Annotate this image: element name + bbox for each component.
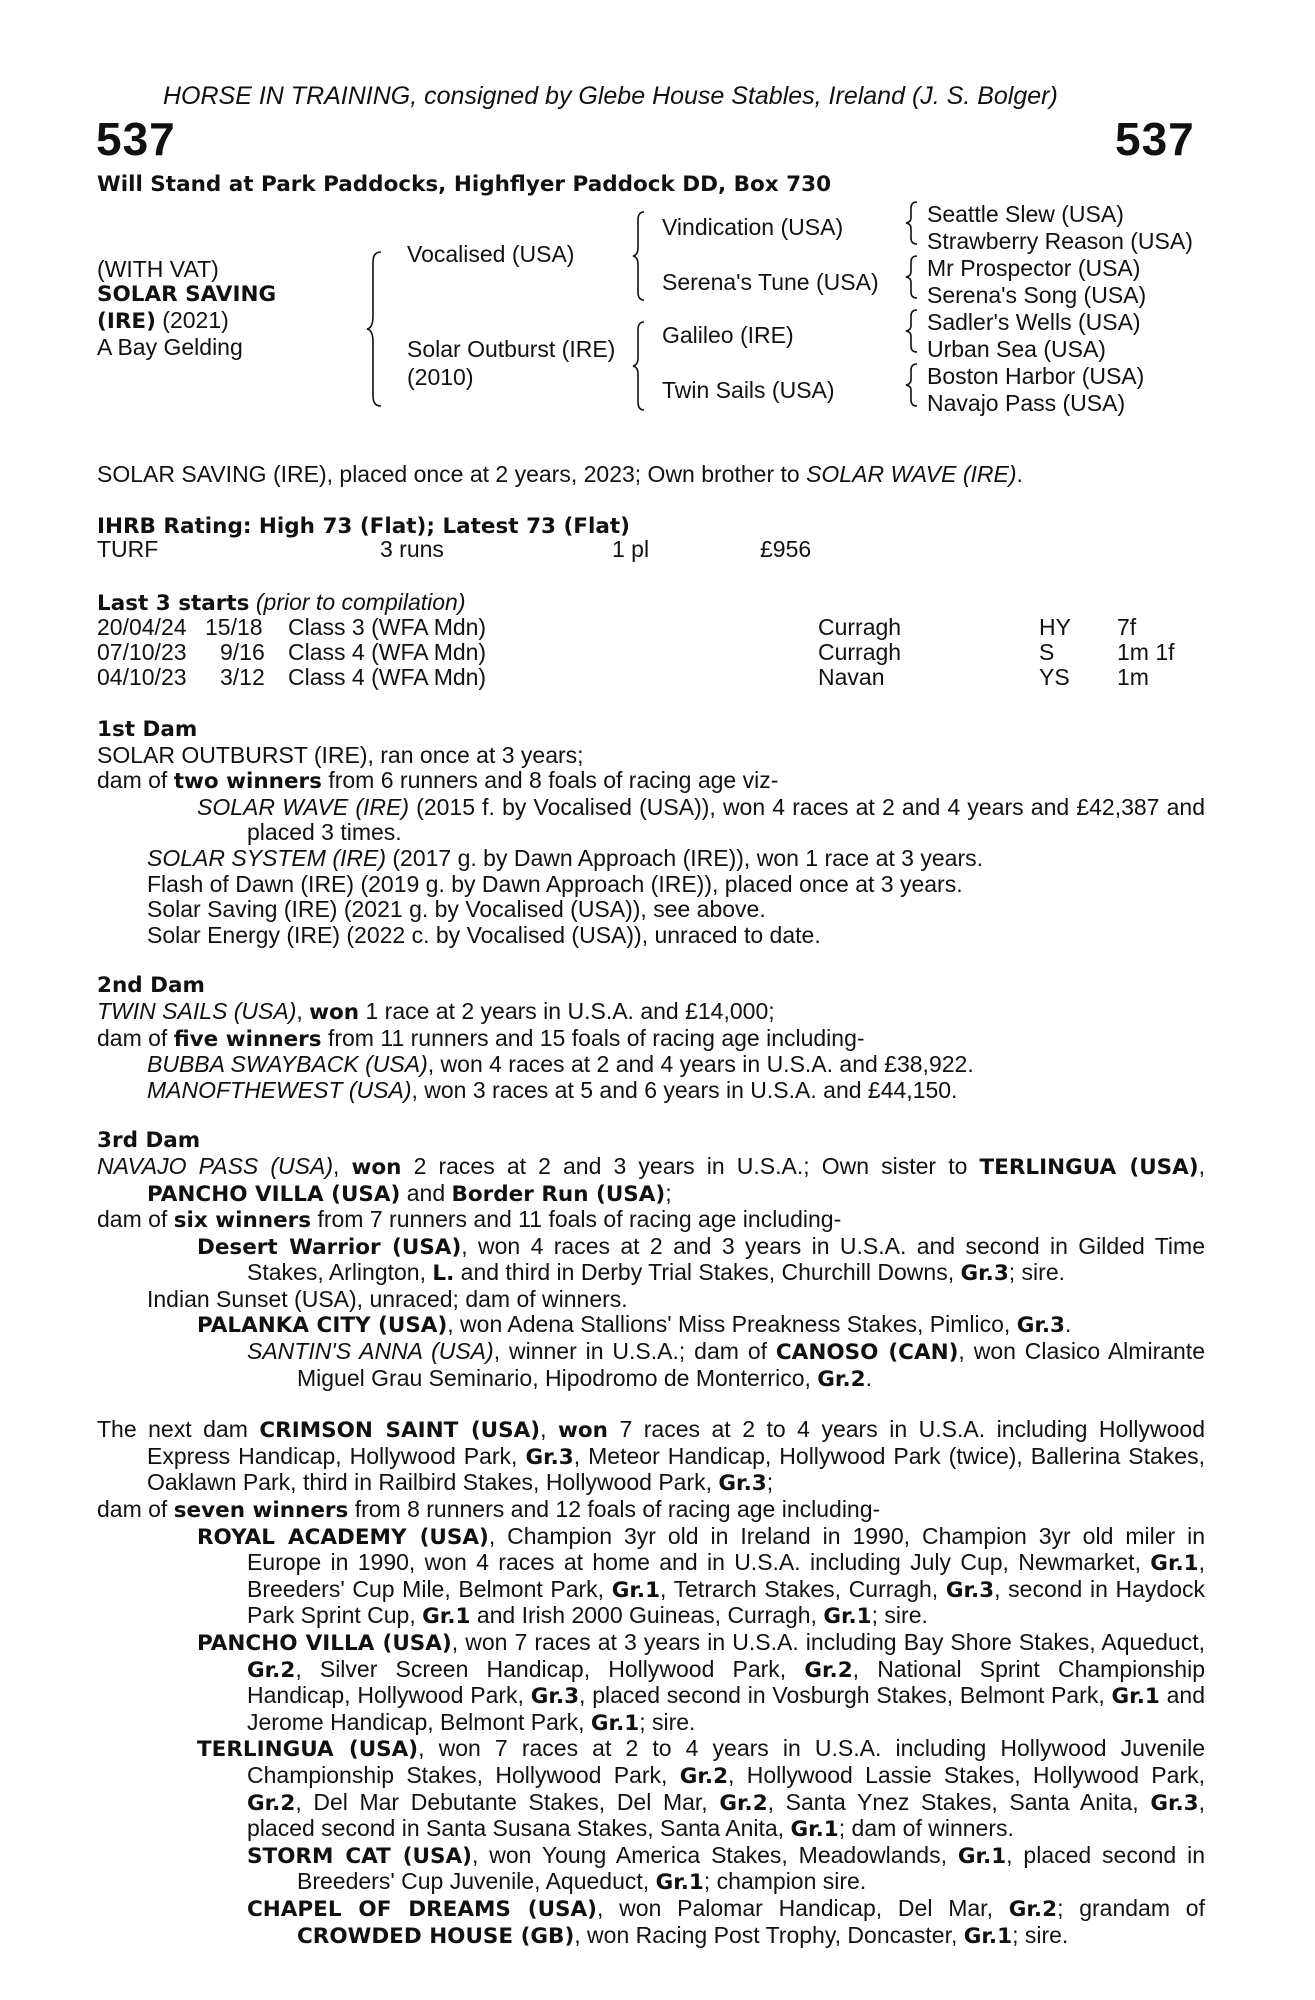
horse-origin [97,308,229,335]
dam-sections [97,717,1205,1949]
dam2-produce-2 [97,1078,1205,1104]
dam3-l1e: TERLINGUA (USA) [979,1154,1199,1180]
pedigree-dam-year: (2010) [407,364,474,390]
dam3-l2a: dam of [97,1206,174,1233]
terlingua-tl: ; dam of winners. [838,1815,1014,1842]
start-row-pos: 3/12 [220,664,265,690]
royal-academy-name: ROYAL ACADEMY (USA) [197,1524,489,1550]
start-row-course: Curragh [818,614,902,640]
dam2-l2c: from 11 runners and 15 foals of racing age including- [321,1024,865,1051]
dam3-produce-4 [97,1339,1205,1392]
next-dam-d: won [558,1418,608,1444]
dam2-p2a: MANOFTHEWEST (USA) [147,1076,412,1103]
pancho-villa-pb: , won 7 races at 3 years in U.S.A. including Bay Shore Stakes, Aqueduct, [451,1629,1205,1655]
dam3-l2b: six winners [173,1208,312,1234]
start-row-distance: 1m [1117,664,1149,690]
terlingua-tf: , Del Mar Debutante Stakes, Del Mar, [295,1788,720,1815]
chapel-of-dreams-name: CHAPEL OF DREAMS (USA) [247,1896,597,1922]
pedigree-dam: Solar Outburst (IRE) [407,336,616,362]
pedigree-dam-sire: Galileo (IRE) [662,322,794,348]
dam3-p3d: . [1065,1311,1072,1338]
dam3-l1a: NAVAJO PASS (USA) [97,1152,333,1179]
dam2-l2a: dam of [97,1024,174,1051]
pedigree-g-brace-2 [905,254,919,300]
start-row-course: Navan [818,664,885,690]
start-row-going: S [1039,639,1055,665]
horse-country: (IRE) [97,309,156,334]
chapel-of-dreams-cg: Gr.1 [963,1923,1013,1949]
chapel-of-dreams-cd: ; grandam of [1057,1894,1205,1921]
dam1-produce-4: Solar Saving (IRE) (2021 g. by Vocalised (USA)), see above. [147,896,766,923]
terlingua-th: , Santa Ynez Stakes, Santa Anita, [767,1788,1151,1815]
start-row-pos: 15/18 [205,614,263,640]
dam3-line2 [97,1207,1205,1234]
dam2-l1c: won [309,999,360,1025]
pedigree-gen3-2: Strawberry Reason (USA) [927,228,1193,254]
terlingua-tc: Gr.2 [679,1763,729,1789]
dam3-p4f: . [865,1364,872,1391]
dam1-produce-3: Flash of Dawn (IRE) (2019 g. by Dawn Approach (IRE)), placed once at 3 years. [147,870,963,897]
rating-earnings: £956 [760,536,812,562]
dam3-p1a: Desert Warrior (USA) [197,1234,462,1260]
dam1-l2b: two winners [173,769,322,795]
pedigree-g-brace-1 [905,200,919,246]
dam3-p4a: SANTIN'S ANNA (USA) [247,1338,494,1365]
dam3-produce-1 [97,1234,1205,1287]
chapel-of-dreams-cc: Gr.2 [1008,1896,1058,1922]
dam1-produce-5: Solar Energy (IRE) (2022 c. by Vocalised (USA)), unraced to date. [147,921,821,948]
dam3-l1j: ; [665,1179,672,1206]
royal-academy-rb: , Champion 3yr old in Ireland in 1990, Champion 3yr old miler in Europe in 1990, won 4 races at home and in U.S.A. including July Cup, Newmarket, [247,1522,1205,1576]
pedigree-main-brace [365,250,385,410]
last-starts-title: Last 3 starts [97,591,250,616]
next-dam-c: , [540,1416,558,1443]
dam3-p1b: , won 4 races at 2 and 3 years in U.S.A. and second in Gilded Time Stakes, Arlington, [247,1232,1205,1286]
start-row-date: 04/10/23 [97,664,187,690]
storm-cat-se: Gr.1 [655,1870,704,1896]
next-dam-produce-pancho-villa [97,1630,1205,1736]
dam3-p1f: ; sire. [1008,1259,1066,1286]
stable-location: Will Stand at Park Paddocks, Highflyer Paddock DD, Box 730 [97,172,832,197]
catalogue-header: HORSE IN TRAINING, consigned by Glebe House Stables, Ireland (J. S. Bolger) [163,82,1058,110]
dam1-line1: SOLAR OUTBURST (IRE), ran once at 3 years; [97,741,584,768]
dam3-p4c: CANOSO (CAN) [775,1340,959,1366]
next-dam-line1 [97,1417,1205,1497]
dam3-p1c: L. [432,1261,455,1287]
terlingua-tg: Gr.2 [719,1790,768,1816]
pancho-villa-pe: Gr.2 [804,1657,853,1683]
next-dam-a: The next dam [97,1416,260,1443]
next-dam-i: ; [766,1469,774,1496]
dam1-heading: 1st Dam [97,717,198,742]
dam3-heading: 3rd Dam [97,1128,201,1154]
chapel-of-dreams-cb: , won Palomar Handicap, Del Mar, [597,1894,1009,1921]
start-row-race: Class 3 (WFA Mdn) [288,614,487,640]
dam3-l1b: , [332,1152,352,1179]
last-starts-note: (prior to compilation) [249,589,466,615]
start-row-race: Class 4 (WFA Mdn) [288,664,487,690]
pedigree-gen3-7: Boston Harbor (USA) [927,363,1145,389]
dam1-line2 [97,768,1205,795]
royal-academy-rc: Gr.1 [1150,1551,1199,1577]
horse-year: (2021) [155,307,229,333]
next-dam-l2a: dam of [97,1496,174,1523]
dam2-line2 [97,1026,1205,1053]
dam2-l1b: , [296,997,310,1024]
dam2-heading: 2nd Dam [97,973,205,999]
pedigree-g-brace-4 [905,362,919,408]
chapel-of-dreams-cf: , won Racing Post Trophy, Doncaster, [574,1921,964,1948]
dam3-p3b: , won Adena Stallions' Miss Preakness Stakes, Pimlico, [447,1311,1017,1338]
dam1-produce-1 [97,795,1205,846]
lot-number-right: 537 [1115,113,1195,165]
horse-name: SOLAR SAVING [97,282,277,307]
royal-academy-rg: Gr.3 [945,1577,995,1603]
pedigree-gen3-5: Sadler's Wells (USA) [927,309,1141,335]
dam1-p2a: SOLAR SYSTEM (IRE) [147,844,386,871]
dam2-line1 [97,999,1205,1026]
storm-cat-name: STORM CAT (USA) [247,1843,472,1869]
next-dam-produce-terlingua [97,1736,1205,1842]
next-dam-f: Gr.3 [525,1444,574,1470]
dam3-p1d: and third in Derby Trial Stakes, Churchill Downs, [454,1259,961,1286]
terlingua-name: TERLINGUA (USA) [197,1737,419,1763]
start-row-date: 07/10/23 [97,639,187,665]
terlingua-ti: Gr.3 [1150,1790,1199,1816]
dam2-p2b: , won 3 races at 5 and 6 years in U.S.A. and £44,150. [411,1076,958,1103]
pancho-villa-name: PANCHO VILLA (USA) [197,1631,452,1656]
dam3-p1e: Gr.3 [960,1261,1009,1287]
pedigree-sire-dam: Serena's Tune (USA) [662,269,879,295]
summary-text: SOLAR SAVING (IRE), placed once at 2 years, 2023; Own brother to [97,461,807,487]
terlingua-tb: , won 7 races at 2 to 4 years in U.S.A. including Hollywood Juvenile Championship Stakes, Hollywood Park, [247,1735,1205,1788]
rating-surface: TURF [97,536,159,562]
dam3-produce-3 [97,1312,1205,1339]
rating-placed: 1 pl [612,536,650,562]
dam1-produce-2 [97,846,1205,872]
dam2-p1b: , won 4 races at 2 and 4 years in U.S.A. and £38,922. [427,1051,974,1078]
dam3-p4e: Gr.2 [817,1366,866,1392]
pedigree-gen3-8: Navajo Pass (USA) [927,390,1126,416]
chapel-of-dreams-ch: ; sire. [1012,1921,1069,1948]
storm-cat-sf: ; champion sire. [703,1868,867,1895]
start-row-pos: 9/16 [220,639,265,665]
vat-note: (WITH VAT) [97,256,219,282]
pedigree-sire-sire: Vindication (USA) [662,214,844,240]
pancho-villa-pd: , Silver Screen Handicap, Hollywood Park, [295,1655,805,1682]
storm-cat-sd: , placed second in Breeders' Cup Juvenile, Aqueduct, [297,1841,1205,1895]
lot-number-left: 537 [96,113,176,165]
dam3-produce-2: Indian Sunset (USA), unraced; dam of winners. [147,1285,628,1312]
next-dam-produce-storm-cat [97,1843,1205,1896]
summary-end: . [1016,461,1023,487]
pedigree-g-brace-3 [905,308,919,354]
dam1-p2b: (2017 g. by Dawn Approach (IRE)), won 1 race at 3 years. [385,844,983,871]
next-dam-produce-royal-academy [97,1524,1205,1630]
crowded-house-name: CROWDED HOUSE (GB) [297,1923,575,1949]
pancho-villa-pc: Gr.2 [247,1657,296,1683]
storm-cat-sc: Gr.1 [957,1843,1007,1869]
pedigree-dam-brace [632,320,646,410]
royal-academy-rj: and Irish 2000 Guineas, Curragh, [470,1602,824,1629]
terlingua-tj: , placed second in Santa Susana Stakes, Santa Anita, [247,1788,1206,1842]
next-dam-produce-chapel-of-dreams [97,1896,1205,1949]
pancho-villa-pk: Gr.1 [590,1710,640,1736]
next-dam-h: Gr.3 [718,1471,767,1497]
pedigree-dam-dam: Twin Sails (USA) [662,377,835,403]
pancho-villa-pl: ; sire. [639,1708,696,1735]
dam3-l1h: and [400,1179,452,1206]
next-dam-e: 7 races at 2 to 4 years in U.S.A. including Hollywood Express Handicap, Hollywood Park, [147,1416,1205,1469]
start-row-race: Class 4 (WFA Mdn) [288,639,487,665]
dam3-line1 [97,1154,1205,1207]
dam1-p1a: SOLAR WAVE (IRE) [197,793,409,820]
pedigree-gen3-1: Seattle Slew (USA) [927,201,1124,227]
pancho-villa-ph: , placed second in Vosburgh Stakes, Belmont Park, [579,1682,1112,1709]
horse-description: A Bay Gelding [97,334,243,360]
dam3-p3c: Gr.3 [1016,1313,1066,1339]
royal-academy-re: Gr.1 [611,1577,661,1603]
dam2-l1d: 1 race at 2 years in U.S.A. and £14,000; [359,997,775,1024]
pancho-villa-pg: Gr.3 [530,1684,580,1710]
pedigree-gen3-4: Serena's Song (USA) [927,282,1147,308]
rating-runs: 3 runs [380,536,444,562]
storm-cat-sb: , won Young America Stakes, Meadowlands, [471,1841,958,1868]
royal-academy-rl: ; sire. [871,1602,928,1629]
dam2-l2b: five winners [173,1026,322,1052]
dam2-l1a: TWIN SAILS (USA) [97,997,297,1024]
dam3-l1g: PANCHO VILLA (USA) [147,1181,401,1207]
next-dam-b: CRIMSON SAINT (USA) [259,1418,541,1444]
rating-title: IHRB Rating: High 73 (Flat); Latest 73 (Flat) [97,514,630,539]
pedigree-sire: Vocalised (USA) [407,241,575,267]
start-row-course: Curragh [818,639,902,665]
royal-academy-ri: Gr.1 [422,1604,471,1630]
dam3-l1f: , [1198,1152,1206,1179]
dam3-l1i: Border Run (USA) [451,1181,666,1207]
start-row-date: 20/04/24 [97,614,187,640]
pancho-villa-pj: and Jerome Handicap, Belmont Park, [247,1682,1205,1735]
next-dam-line2 [97,1497,1205,1524]
dam1-l2a: dam of [97,767,174,794]
pancho-villa-pf: , National Sprint Championship Handicap, Hollywood Park, [247,1655,1205,1709]
royal-academy-rd: , Breeders' Cup Mile, Belmont Park, [247,1549,1205,1602]
dam3-l2c: from 7 runners and 11 foals of racing age including- [311,1206,842,1233]
next-dam-l2b: seven winners [173,1498,349,1524]
dam2-produce-1 [97,1052,1205,1078]
dam3-l1c: won [351,1154,402,1180]
dam3-l1d: 2 races at 2 and 3 years in U.S.A.; Own sister to [401,1152,980,1179]
start-row-distance: 7f [1117,614,1137,640]
summary-brother: SOLAR WAVE (IRE) [806,461,1017,487]
summary-line [97,462,1023,488]
last-starts-heading [97,590,466,617]
terlingua-te: Gr.2 [247,1790,296,1816]
royal-academy-rk: Gr.1 [823,1604,872,1630]
next-dam-g: , Meteor Handicap, Hollywood Park (twice), Ballerina Stakes, Oaklawn Park, third in Railbird Stakes, Hollywood Park, [147,1442,1205,1496]
dam2-p1a: BUBBA SWAYBACK (USA) [147,1051,428,1078]
dam3-p3a: PALANKA CITY (USA) [197,1313,448,1339]
start-row-going: HY [1039,614,1071,640]
dam3-p4d: , won Clasico Almirante Miguel Grau Seminario, Hipodromo de Monterrico, [297,1338,1205,1391]
terlingua-td: , Hollywood Lassie Stakes, Hollywood Park, [728,1761,1205,1788]
pancho-villa-pi: Gr.1 [1111,1684,1160,1710]
start-row-going: YS [1039,664,1070,690]
royal-academy-rf: , Tetrarch Stakes, Curragh, [660,1575,946,1602]
royal-academy-rh: , second in Haydock Park Sprint Cup, [247,1575,1205,1629]
dam1-l2c: from 6 runners and 8 foals of racing age viz- [321,767,779,794]
next-dam-l2c: from 8 runners and 12 foals of racing age including- [348,1496,881,1523]
start-row-distance: 1m 1f [1117,639,1175,665]
pedigree-gen3-6: Urban Sea (USA) [927,336,1106,362]
pedigree-sire-brace [632,210,646,300]
dam1-p1b: (2015 f. by Vocalised (USA)), won 4 races at 2 and 4 years and £42,387 and placed 3 times. [247,793,1205,846]
terlingua-tk: Gr.1 [790,1817,839,1843]
dam3-p4b: , winner in U.S.A.; dam of [493,1338,776,1365]
pedigree-gen3-3: Mr Prospector (USA) [927,255,1141,281]
